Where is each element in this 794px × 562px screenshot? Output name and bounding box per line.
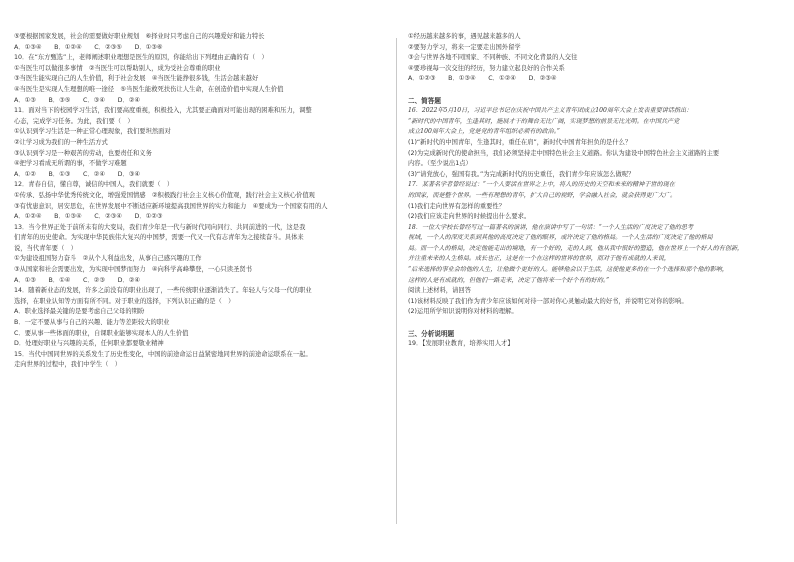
question-19: 19．【发展职业教育，培养实用人才】 bbox=[408, 340, 514, 348]
question-13-cont: 们青年的历史使命。为实现中华民族伟大复兴的中国梦，需要一代又一代有志青年为之接续奋斗。具体来 bbox=[14, 234, 304, 242]
right-column bbox=[408, 32, 780, 350]
option-line: ④当医生是实现人生理想的唯一途径 ⑤当医生能救死扶伤让人生命，在创造价值中实现人生价值 bbox=[14, 85, 284, 93]
question-15: 15．当代中国同世界的关系发生了历史性变化，中国的前途命运日益紧密地同世界的前途命运联系在一起。 bbox=[14, 350, 312, 358]
spacer bbox=[408, 85, 780, 96]
question-10: 10．在“东方甄选”上，老师阐述职业理想是医生的原因，你能给出下列理由正确的有（ ） bbox=[14, 54, 268, 62]
sub-question-cont: 内容。（至少说出1点） bbox=[408, 160, 472, 168]
option-line: ②让学习成为我们的一种生活方式 bbox=[14, 138, 108, 146]
option-line: ①认识到学习生活是一种正常心理现象，我们要坦然面对 bbox=[14, 128, 171, 136]
section-heading-short-answer: 二、简答题 bbox=[408, 96, 441, 105]
option-line: ④把学习看成无所谓的事，不做学习难题 bbox=[14, 160, 127, 168]
option-line: ①经历越来越多的事，遇见越来越多的人 bbox=[408, 33, 521, 40]
question-18: 18．一位大学校长曾经写过一篇著名的演讲，他在演讲中写了一句话：“一个人生活的广度决定了他的思考 bbox=[408, 223, 694, 231]
answer-choices: A．①③ B．①④ C．②③ D．②④ bbox=[14, 276, 141, 284]
question-18-material: 这样的人是有成就的，但他们一路走来，决定了他将来一个好个有的好的。” bbox=[408, 276, 610, 284]
question-14: 14．随着新业态的发展，许多之前没有的职业出现了，一些传统职业逐渐消失了。年轻人与父母一代的职业 bbox=[14, 287, 312, 295]
question-17-cont: 的国家，而是整个世界。一些有理想的青年，扩大自己的视野，学会融入社会，就会获得更广大广。 bbox=[408, 191, 677, 199]
option-line: ①传承、弘扬中华优秀传统文化，增强爱国情感 ②积极践行社会主义核心价值观，践行社会主义核心价值观 bbox=[14, 191, 315, 199]
answer-choices: A．①② B．①③ C．②④ D．③④ bbox=[14, 170, 141, 178]
option-line: ③从国家和社会需要出发，为实现中国梦而努力 ④向科学高峰攀登，一心只读圣贤书 bbox=[14, 266, 252, 274]
option-line: C．要从事一些体面的职业，自课职业能够实现本人的人生价值 bbox=[14, 329, 189, 337]
option-line: ①为建设祖国努力奋斗 ②从个人利益出发，从事自己感兴趣的工作 bbox=[14, 255, 202, 263]
question-14-cont: 选择，在职业认知等方面有所不同。对于职业的选择，下列认识正确的是（ ） bbox=[14, 297, 235, 305]
sub-question: (2)为完成新时代的使命担当，我们必须坚持走中国特色社会主义道路。你认为建设中国特色社会主义道路的主要 bbox=[408, 149, 720, 157]
option-line: B．一定不要从事与自己的兴趣、能力等差距较大的职业 bbox=[14, 319, 170, 327]
option-line: ④要珍视每一次交往的经历，努力建立起良好的合作关系 bbox=[408, 64, 565, 72]
sub-question: (1)我们走向世界有怎样的重要性？ bbox=[408, 202, 506, 210]
answer-choices: A．①②③ B．①③④ C．①②④ D．②③④ bbox=[408, 75, 557, 83]
question-11: 11．面对当下的校园学习生活，我们要高度重视，积极投入，尤其要正确面对可能出现的困难和压力，调整 bbox=[14, 107, 312, 115]
sub-question: (3)“请党放心，强国有我。”为完成新时代的历史重任，我们青少年应该怎么做呢？ bbox=[408, 170, 635, 178]
question-15-cont: 走向世界的过程中，我们中学生（ ） bbox=[14, 361, 122, 369]
question-16-quote: 成立100周年大会上，党是党的青年组织必须有的政治。” bbox=[408, 128, 560, 136]
question-13-cont: 说，当代青年要（ ） bbox=[14, 244, 77, 252]
column-divider bbox=[396, 38, 397, 524]
reading-prompt: 阅读上述材料，请回答 bbox=[408, 287, 471, 295]
answer-choices: A．①③ B．③⑤ C．③④ D．②④ bbox=[14, 96, 141, 104]
question-18-material: 并注重未来的人生格局。成长也正，这是在一个在这样的世界的世界，而对于他有成就的人来说， bbox=[408, 255, 671, 263]
question-18-material: 视域，一个人的深度关系到其他的高度决定了他的眼界，或许决定了他的格局。一个人生活的广度决定了他的格局 bbox=[408, 234, 713, 242]
option-line: ①当医生可以做很多事情 ②当医生可以帮助别人，成为受社会尊重的职业 bbox=[14, 64, 221, 72]
question-18-material: “后来选择的事业会给他的人生，让他做个更好的人。能够他会以于生活，这使他更多的在一个个选择和那个他的影响， bbox=[408, 266, 728, 274]
question-16-quote: “新时代的中国青年，生逢其时，施展才干的舞台无比广阔，实现梦想的前景无比光明。在中国共产党 bbox=[408, 117, 680, 125]
question-11-cont: 心态，完成学习任务。为此，我们要（ ） bbox=[14, 117, 134, 125]
section-heading-analysis: 三、分析说明题 bbox=[408, 329, 455, 338]
sub-question: (2)运用所学知识说明你对材料的理解。 bbox=[408, 308, 518, 316]
question-16: 16．2022年5月10日，习近平总书记在庆祝中国共产主义青年团成立100周年大会上发表重要讲话指出： bbox=[408, 107, 693, 115]
option-line: ③认识到学习是一种艰苦的劳动，也要责任和义务 bbox=[14, 149, 152, 157]
question-13: 13．当今世界正处于前所未有的大变局，我们青少年是一代与新时代同向同行、共同前进的一代，这是我 bbox=[14, 223, 306, 231]
option-line: A．职业选择最关键的是要考虑自己父母的期盼 bbox=[14, 308, 145, 316]
spacer bbox=[408, 318, 780, 329]
question-18-material: 局。而一个人的格局，决定他能走出的境地，有一个好的，走的人到，他从我中很好的塑造，他在世界上一个好人的有创新， bbox=[408, 244, 744, 252]
option-line: ⑤要根据国家发展，社会的需要做好职业规划 ⑥择业时只考虑自己的兴趣爱好和能力特长 bbox=[14, 33, 265, 40]
option-line: ②要努力学习，将来一定要走出国外留学 bbox=[408, 43, 521, 51]
sub-question: (1)“新时代的中国青年，生逢其时，重任在肩”，新时代中国青年担负的是什么？ bbox=[408, 138, 632, 146]
question-12: 12．青春自信，懂自尊，诚信的中国人，我们就要（ ） bbox=[14, 181, 174, 189]
option-line: ③有忧患意识，居安思危，在世界发展中不断适应新环境提高我国世界的实力和能力 ④要成为一个国家有用的人 bbox=[14, 202, 328, 210]
sub-question: (2)我们应该走向世界的时候提出什么要求。 bbox=[408, 213, 531, 221]
answer-choices: A．①③④ B．①②④ C．②③⑤ D．①③⑥ bbox=[14, 43, 163, 51]
option-line: ③会与世界各地不同国家、不同种族、不同文化背景的人交往 bbox=[408, 54, 578, 62]
option-line: D．处理好职业与兴趣的关系，任何职业都要敬业精神 bbox=[14, 340, 164, 348]
option-line: ③当医生能实现自己的人生价值，利于社会发展 ④当医生能挣很多钱，生活会越来越好 bbox=[14, 75, 259, 83]
left-column bbox=[14, 32, 386, 371]
answer-choices: A．①②④ B．①③④ C．②③④ D．①②③ bbox=[14, 213, 163, 221]
sub-question: (1)该材料反映了我们作为青少年应该如何对待一部对你心灵触动最大的好书，并说明它对你的影响。 bbox=[408, 297, 688, 305]
question-17: 17．某著名学者曾经说过：“一个人要活在世界之上中，将人的历史的天空和未来的精神于世的现在 bbox=[408, 181, 675, 189]
